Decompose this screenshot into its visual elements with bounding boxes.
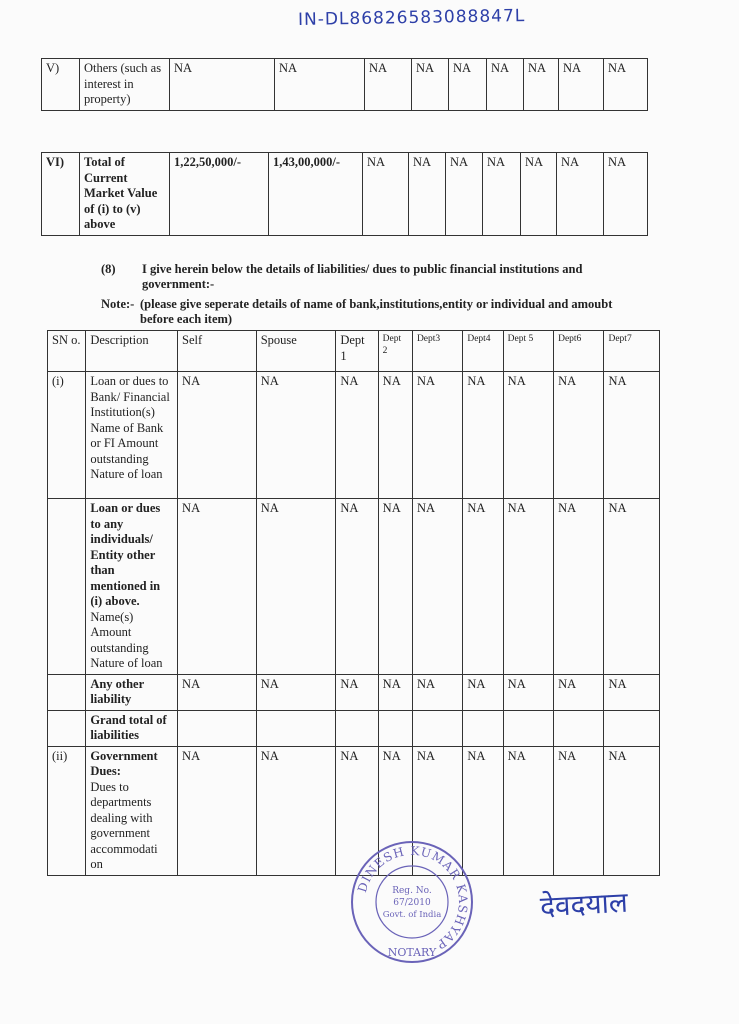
cell: NA [256, 674, 336, 710]
header-dept7: Dept7 [604, 331, 660, 372]
header-spouse: Spouse [256, 331, 336, 372]
row-description: Total of Current Market Value of (i) to (v) above [80, 153, 170, 236]
header-self: Self [178, 331, 257, 372]
cell: NA [487, 59, 524, 111]
notary-seal-icon [348, 838, 476, 966]
cell: NA [363, 153, 409, 236]
cell: NA [554, 674, 604, 710]
header-dept3: Dept3 [412, 331, 462, 372]
assets-table-row-vi [41, 152, 648, 236]
table-row [48, 674, 660, 710]
cell: NA [409, 153, 446, 236]
cell: NA [604, 153, 648, 236]
cell: NA [503, 372, 553, 499]
cell: NA [604, 59, 648, 111]
cell: NA [503, 499, 553, 675]
liabilities-table [47, 330, 660, 876]
cell [256, 710, 336, 746]
desc-text: Name(s) Amount outstanding Nature of loan [90, 609, 163, 670]
section-text: I give herein below the details of liabilities/ dues to public financial institutions and government:- [142, 262, 583, 291]
cell: NA [178, 372, 257, 499]
cell: NA [604, 372, 660, 499]
cell [378, 710, 412, 746]
cell: NA [412, 499, 462, 675]
header-dept2: Dept 2 [378, 331, 412, 372]
cell: NA [336, 499, 378, 675]
cell: NA [554, 372, 604, 499]
cell: NA [256, 372, 336, 499]
cell: NA [412, 674, 462, 710]
cell: NA [412, 746, 462, 875]
cell-spouse-value: 1,43,00,000/- [269, 153, 363, 236]
row-description [86, 499, 178, 675]
desc-bold: Government Dues: [90, 748, 158, 778]
desc-bold: Any other liability [90, 676, 144, 706]
handwritten-stamp-number: IN-DL86826583088847L [297, 6, 526, 30]
cell: NA [256, 499, 336, 675]
cell: NA [446, 153, 483, 236]
cell [336, 710, 378, 746]
row-sn [48, 499, 86, 675]
cell: NA [521, 153, 557, 236]
cell: NA [554, 746, 604, 875]
cell [412, 710, 462, 746]
cell: NA [256, 746, 336, 875]
cell: NA [604, 499, 660, 675]
cell: NA [503, 674, 553, 710]
row-sn [48, 710, 86, 746]
desc-text: Loan or dues to Bank/ Financial Institution(s) Name of Bank or FI Amount outstanding Nature of loan [90, 374, 170, 481]
cell: NA [170, 59, 275, 111]
row-description [86, 746, 178, 875]
seal-ring-text: DINESH KUMAR KASHYAP [355, 843, 471, 953]
header-dept1: Dept 1 [336, 331, 378, 372]
desc-text: Dues to departments dealing with government accommodati on [90, 779, 158, 871]
header-sn: SN o. [48, 331, 86, 372]
signature: देवदयाल [539, 885, 629, 924]
cell: NA [378, 746, 412, 875]
cell: NA [503, 746, 553, 875]
cell: NA [378, 372, 412, 499]
cell: NA [178, 499, 257, 675]
row-description: Others (such as interest in property) [80, 59, 170, 111]
row-sn: (ii) [48, 746, 86, 875]
cell: NA [178, 674, 257, 710]
cell: NA [412, 59, 449, 111]
cell: NA [463, 372, 503, 499]
cell: NA [178, 746, 257, 875]
seal-bottom-text: NOTARY [387, 946, 437, 959]
table-header-row [48, 331, 660, 372]
seal-reg-no: 67/2010 [393, 898, 431, 908]
row-sn: VI) [42, 153, 80, 236]
cell [503, 710, 553, 746]
cell: NA [378, 674, 412, 710]
cell: NA [483, 153, 521, 236]
cell [554, 710, 604, 746]
cell: NA [365, 59, 412, 111]
cell: NA [557, 153, 604, 236]
table-row [48, 372, 660, 499]
table-row [48, 710, 660, 746]
header-description: Description [86, 331, 178, 372]
table-row [48, 499, 660, 675]
cell [604, 710, 660, 746]
row-description [86, 710, 178, 746]
cell: NA [554, 499, 604, 675]
cell: NA [463, 499, 503, 675]
cell: NA [275, 59, 365, 111]
row-sn: V) [42, 59, 80, 111]
cell: NA [336, 674, 378, 710]
seal-reg: Reg. No. [392, 886, 432, 896]
desc-bold: Loan or dues to any individuals/ Entity other than mentioned in (i) above. [90, 501, 161, 608]
cell: NA [336, 372, 378, 499]
cell [463, 710, 503, 746]
row-description [86, 372, 178, 499]
row-description [86, 674, 178, 710]
cell: NA [463, 674, 503, 710]
cell: NA [559, 59, 604, 111]
cell: NA [449, 59, 487, 111]
note-text: (please give seperate details of name of bank,institutions,entity or individual and amoubt before each item) [140, 297, 613, 326]
cell-self-value: 1,22,50,000/- [170, 153, 269, 236]
cell: NA [604, 746, 660, 875]
cell: NA [336, 746, 378, 875]
cell: NA [604, 674, 660, 710]
seal-govt: Govt. of India [382, 910, 442, 920]
cell: NA [412, 372, 462, 499]
header-dept6: Dept6 [554, 331, 604, 372]
section-number: (8) [101, 262, 116, 276]
cell [178, 710, 257, 746]
header-dept4: Dept4 [463, 331, 503, 372]
cell: NA [463, 746, 503, 875]
desc-bold: Grand total of liabilities [90, 712, 167, 742]
row-sn: (i) [48, 372, 86, 499]
assets-table-row-v [41, 58, 648, 111]
row-sn [48, 674, 86, 710]
cell: NA [524, 59, 559, 111]
note-label: Note:- [101, 297, 135, 311]
cell: NA [378, 499, 412, 675]
header-dept5: Dept 5 [503, 331, 553, 372]
